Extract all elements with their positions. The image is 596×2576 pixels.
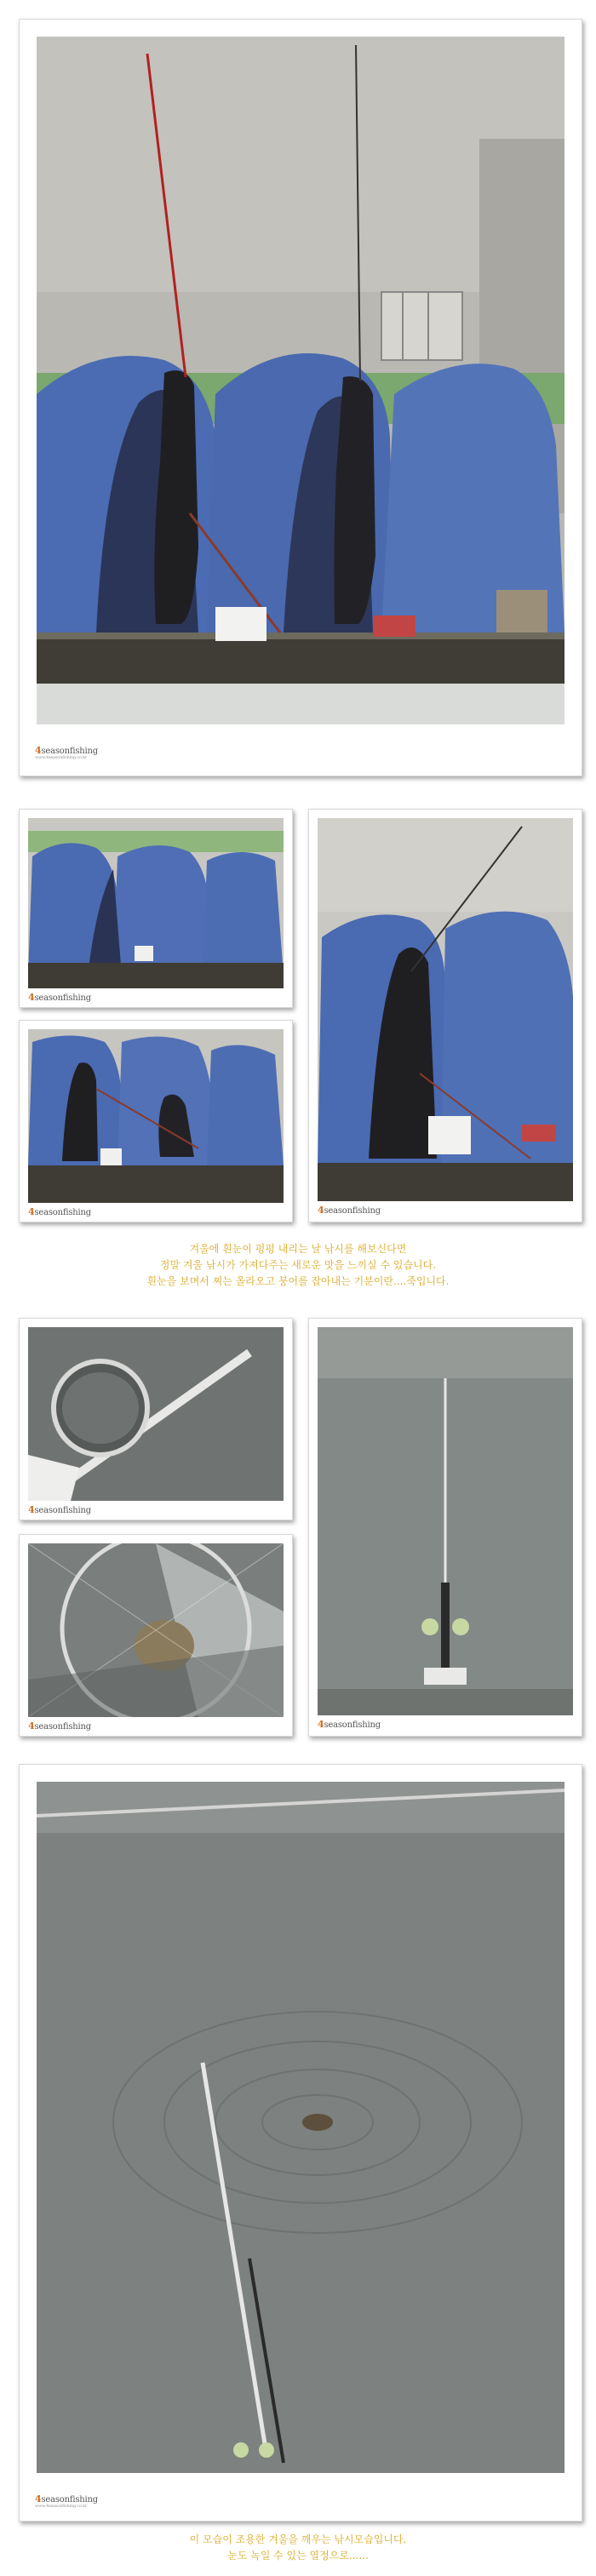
photo-card-tents-small-2 <box>19 1020 293 1222</box>
photo-card-tents-large <box>19 19 582 776</box>
photo-carp-in-net <box>28 1543 284 1717</box>
brand-logo <box>35 745 98 760</box>
brand-logo-number: 4 <box>28 992 35 1003</box>
brand-logo-number: 4 <box>28 1206 35 1217</box>
caption-winter-fishing <box>0 1241 596 1290</box>
brand-logo-number: 4 <box>35 745 42 756</box>
brand-logo-tagline: www.4seasonfishing.co.kr <box>35 2504 88 2509</box>
brand-logo-number: 4 <box>318 1719 324 1730</box>
photo-landing-net <box>28 1327 284 1501</box>
brand-logo-number: 4 <box>28 1720 35 1732</box>
photo-card-rod-holder <box>308 1318 582 1737</box>
brand-logo-name: seasonfishing <box>41 747 98 756</box>
caption-line: 눈도 녹일 수 있는 열정으로...... <box>227 2550 369 2562</box>
brand-logo-number: 4 <box>28 1504 35 1515</box>
photo-card-tents-small-1 <box>19 809 293 1008</box>
brand-logo <box>35 2493 98 2509</box>
brand-logo-name: seasonfishing <box>41 2495 98 2504</box>
brand-logo-name: seasonfishing <box>324 1720 381 1730</box>
caption-line: 이 모습이 조용한 겨울을 깨우는 낚시모습입니다. <box>189 2533 407 2545</box>
caption-line: 흰눈을 보며서 찌는 올라오고 붕어를 잡아내는 기분이란....죽입니다. <box>146 1275 450 1287</box>
photo-card-fish-in-net <box>19 1534 293 1737</box>
photo-card-landing-net <box>19 1318 293 1520</box>
brand-logo-name: seasonfishing <box>34 1722 91 1732</box>
brand-logo-number: 4 <box>318 1205 324 1216</box>
caption-line: 정말 겨울 낚시가 가져다주는 새로운 맛을 느끼실 수 있습니다. <box>159 1259 437 1271</box>
caption-closing <box>0 2532 596 2564</box>
caption-line: 겨울에 흰눈이 펑펑 내리는 날 낚시를 해보신다면 <box>189 1243 407 1255</box>
brand-logo-name: seasonfishing <box>34 993 91 1003</box>
photo-card-tents-tall <box>308 809 582 1222</box>
photo-anglers-fishing <box>28 1029 284 1203</box>
brand-logo <box>28 1504 91 1515</box>
brand-logo <box>28 1206 91 1217</box>
photo-anglers-in-tents <box>37 37 564 724</box>
brand-logo-name: seasonfishing <box>324 1206 381 1216</box>
brand-logo-name: seasonfishing <box>34 1208 91 1217</box>
brand-logo-number: 4 <box>35 2493 42 2504</box>
brand-logo <box>28 992 91 1003</box>
photo-tents-snow <box>28 818 284 988</box>
photo-card-ripples <box>19 1764 582 2522</box>
brand-logo-name: seasonfishing <box>34 1506 91 1515</box>
brand-logo <box>318 1205 381 1216</box>
photo-rod-over-water <box>318 1327 573 1715</box>
brand-logo-tagline: www.4seasonfishing.co.kr <box>35 755 88 760</box>
photo-angler-pulling-fish <box>318 818 573 1201</box>
brand-logo <box>28 1720 91 1732</box>
brand-logo <box>318 1719 381 1730</box>
photo-fish-rising-ripples <box>37 1782 564 2473</box>
